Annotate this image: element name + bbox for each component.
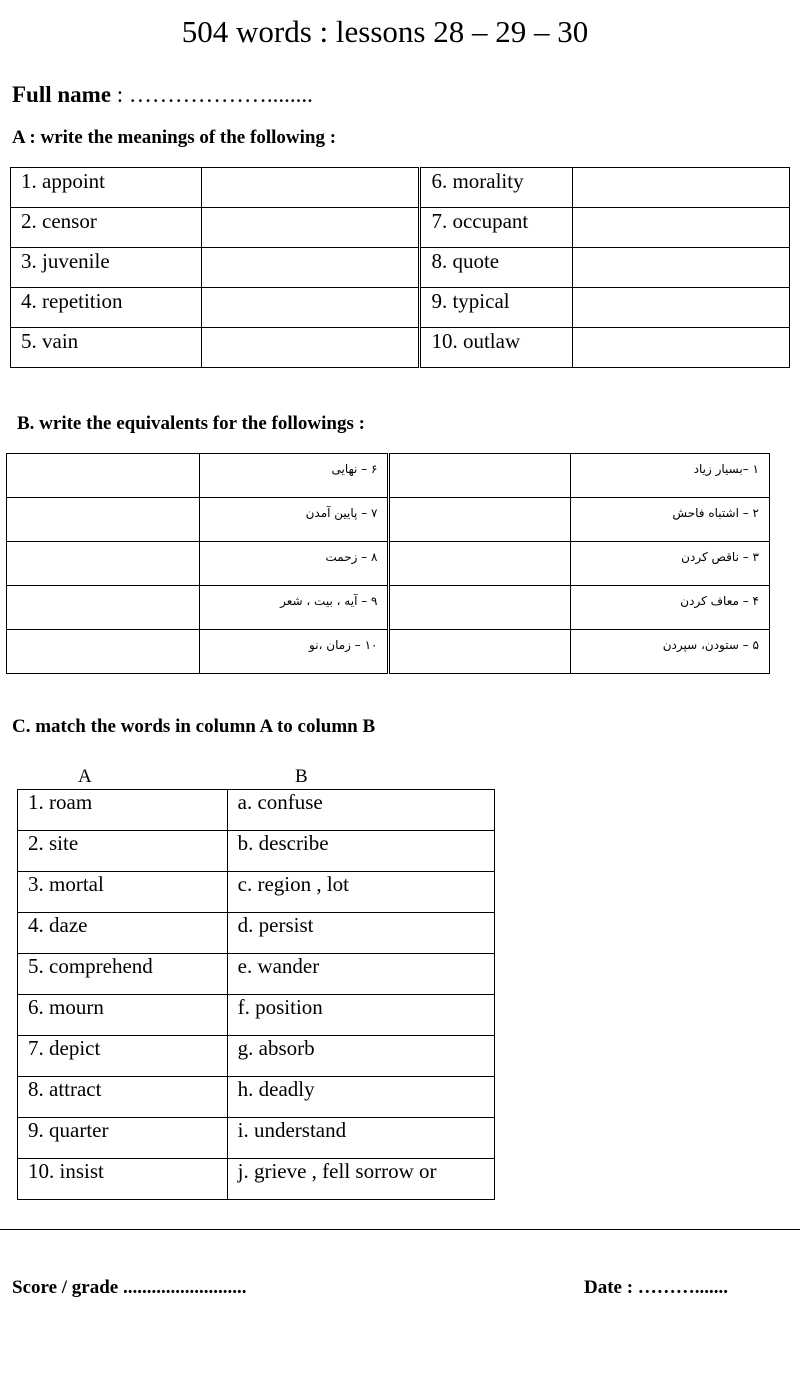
word-cell: 2. censor <box>11 208 202 248</box>
column-a-header: A <box>78 766 92 787</box>
table-row <box>18 872 495 913</box>
table-row <box>7 630 770 674</box>
persian-word-cell: ۵ – ستودن، سپردن <box>571 630 770 674</box>
meaning-answer-cell[interactable] <box>573 208 790 248</box>
equivalent-answer-cell[interactable] <box>389 542 571 586</box>
table-row <box>11 208 790 248</box>
table-row <box>18 790 495 831</box>
column-b-word: d. persist <box>227 913 494 954</box>
table-row <box>7 542 770 586</box>
persian-word-cell: ۱ –بسیار زیاد <box>571 454 770 498</box>
persian-word-cell: ۳ – ناقص کردن <box>571 542 770 586</box>
persian-word-cell: ۹ – آیه ، بیت ، شعر <box>199 586 389 630</box>
table-row <box>18 1118 495 1159</box>
column-b-word: a. confuse <box>227 790 494 831</box>
column-a-word: 5. comprehend <box>18 954 228 995</box>
table-row <box>7 498 770 542</box>
equivalent-answer-cell[interactable] <box>7 586 200 630</box>
date-field[interactable]: Date : ………....... <box>584 1277 729 1298</box>
column-b-word: c. region , lot <box>227 872 494 913</box>
section-c-heading: C. match the words in column A to column B <box>12 716 376 737</box>
section-b-heading: B. write the equivalents for the followings : <box>17 413 365 434</box>
column-b-word: h. deadly <box>227 1077 494 1118</box>
equivalent-answer-cell[interactable] <box>389 454 571 498</box>
column-b-word: j. grieve , fell sorrow or <box>227 1159 494 1200</box>
equivalent-answer-cell[interactable] <box>389 498 571 542</box>
score-grade-field[interactable]: Score / grade .......................... <box>12 1277 247 1298</box>
table-row <box>18 1077 495 1118</box>
full-name-line <box>12 82 313 108</box>
meaning-answer-cell[interactable] <box>201 248 420 288</box>
column-b-header: B <box>295 766 308 787</box>
section-a-heading: A : write the meanings of the following : <box>12 127 337 148</box>
table-row <box>18 831 495 872</box>
equivalent-answer-cell[interactable] <box>7 542 200 586</box>
column-a-word: 6. mourn <box>18 995 228 1036</box>
meaning-answer-cell[interactable] <box>201 208 420 248</box>
column-a-word: 2. site <box>18 831 228 872</box>
persian-word-cell: ۱۰ – زمان ،نو <box>199 630 389 674</box>
column-a-word: 8. attract <box>18 1077 228 1118</box>
meaning-answer-cell[interactable] <box>573 288 790 328</box>
equivalent-answer-cell[interactable] <box>389 586 571 630</box>
meaning-answer-cell[interactable] <box>201 288 420 328</box>
meaning-answer-cell[interactable] <box>573 328 790 368</box>
table-row <box>11 288 790 328</box>
meaning-answer-cell[interactable] <box>573 248 790 288</box>
column-a-word: 3. mortal <box>18 872 228 913</box>
section-a-table <box>10 167 790 368</box>
persian-word-cell: ۸ – زحمت <box>199 542 389 586</box>
full-name-blank[interactable]: ………………........ <box>128 82 313 107</box>
footer-divider <box>0 1229 800 1230</box>
column-b-word: f. position <box>227 995 494 1036</box>
word-cell: 8. quote <box>420 248 573 288</box>
persian-word-cell: ۷ – پایین آمدن <box>199 498 389 542</box>
section-b-table <box>6 453 770 674</box>
equivalent-answer-cell[interactable] <box>7 498 200 542</box>
persian-word-cell: ۴ – معاف کردن <box>571 586 770 630</box>
table-row <box>11 168 790 208</box>
word-cell: 4. repetition <box>11 288 202 328</box>
equivalent-answer-cell[interactable] <box>7 630 200 674</box>
table-row <box>18 954 495 995</box>
meaning-answer-cell[interactable] <box>201 328 420 368</box>
meaning-answer-cell[interactable] <box>573 168 790 208</box>
meaning-answer-cell[interactable] <box>201 168 420 208</box>
column-b-word: b. describe <box>227 831 494 872</box>
equivalent-answer-cell[interactable] <box>389 630 571 674</box>
table-row <box>7 586 770 630</box>
word-cell: 9. typical <box>420 288 573 328</box>
table-row <box>18 913 495 954</box>
persian-word-cell: ۲ – اشتباه فاحش <box>571 498 770 542</box>
column-b-word: g. absorb <box>227 1036 494 1077</box>
word-cell: 1. appoint <box>11 168 202 208</box>
column-a-word: 9. quarter <box>18 1118 228 1159</box>
table-row <box>18 1159 495 1200</box>
section-c-table <box>17 789 495 1200</box>
full-name-label: Full name <box>12 82 112 107</box>
page-title: 504 words : lessons 28 – 29 – 30 <box>181 14 589 49</box>
table-row <box>11 248 790 288</box>
table-row <box>18 1036 495 1077</box>
word-cell: 10. outlaw <box>420 328 573 368</box>
equivalent-answer-cell[interactable] <box>7 454 200 498</box>
table-row <box>11 328 790 368</box>
persian-word-cell: ۶ – نهایی <box>199 454 389 498</box>
column-b-word: i. understand <box>227 1118 494 1159</box>
full-name-separator: : <box>111 82 129 107</box>
column-a-word: 1. roam <box>18 790 228 831</box>
word-cell: 5. vain <box>11 328 202 368</box>
column-a-word: 10. insist <box>18 1159 228 1200</box>
column-a-word: 7. depict <box>18 1036 228 1077</box>
word-cell: 7. occupant <box>420 208 573 248</box>
word-cell: 6. morality <box>420 168 573 208</box>
column-a-word: 4. daze <box>18 913 228 954</box>
table-row <box>7 454 770 498</box>
word-cell: 3. juvenile <box>11 248 202 288</box>
table-row <box>18 995 495 1036</box>
column-b-word: e. wander <box>227 954 494 995</box>
